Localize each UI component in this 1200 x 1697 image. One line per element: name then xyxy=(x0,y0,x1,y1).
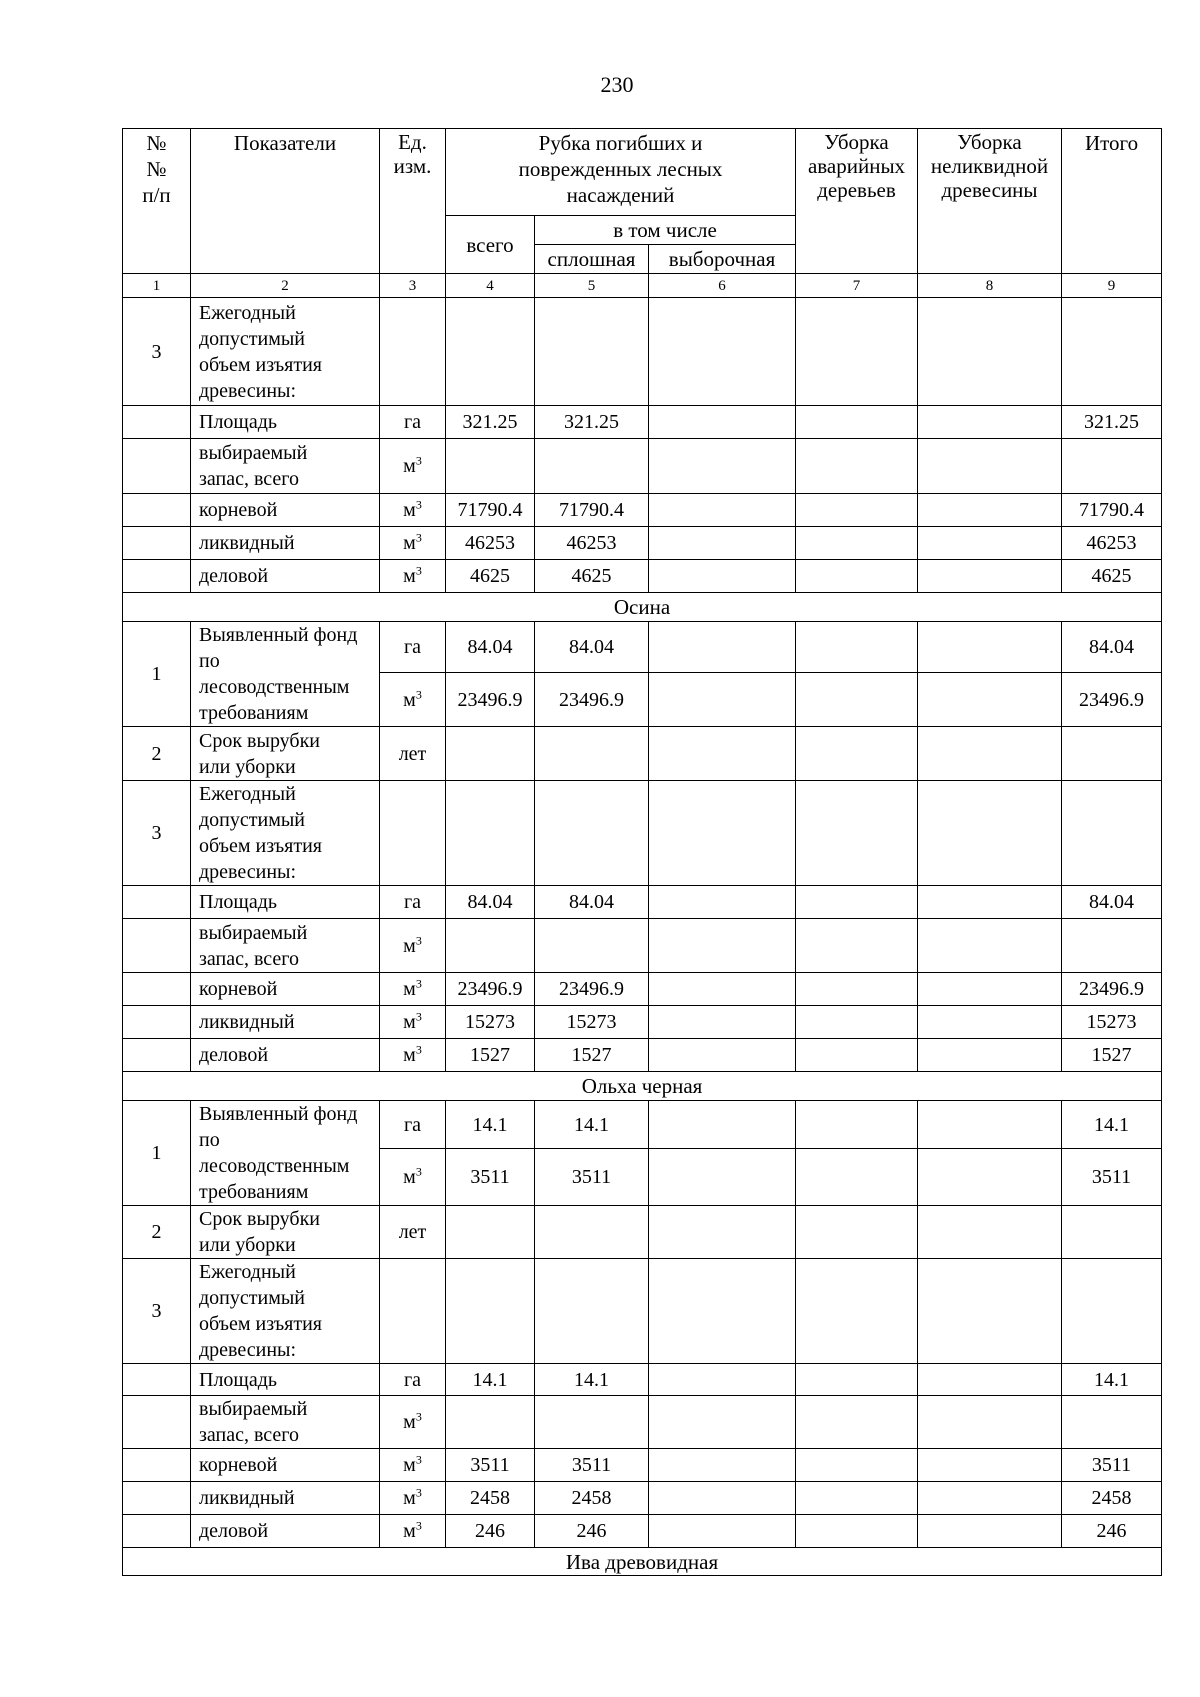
header-unit: Ед. изм. xyxy=(380,129,446,274)
table-row: 3 Ежегодный допустимый объем изъятия древесины: xyxy=(123,1259,1162,1364)
table-row: $м^3$ 23496.9 23496.9 23496.9 xyxy=(123,673,1162,727)
table-row: Площадь га 321.25 321.25 321.25 xyxy=(123,406,1162,439)
section-title: Осина xyxy=(123,593,1162,622)
header-clear: сплошная xyxy=(535,245,649,274)
table-row: $м^3$ 3511 3511 3511 xyxy=(123,1149,1162,1206)
table-row: 3 Ежегодный допустимый объем изъятия древесины: xyxy=(123,781,1162,886)
header-felling: Рубка погибших и поврежденных лесных насаждений xyxy=(446,129,796,216)
table-row: 1 Выявленный фонд по лесоводственным требованиям га 14.1 14.1 14.1 xyxy=(123,1101,1162,1149)
table-row: выбираемый запас, всего $м^3$ xyxy=(123,1396,1162,1449)
table-row: 3 Ежегодный допустимый объем изъятия древесины: xyxy=(123,298,1162,406)
table-row: Площадь га 14.1 14.1 14.1 xyxy=(123,1364,1162,1396)
table-row: 2 Срок вырубки или уборки лет xyxy=(123,1206,1162,1259)
table-row: деловой $м^3$ 1527 1527 1527 xyxy=(123,1039,1162,1072)
table-row: деловой $м^3$ 246 246 246 xyxy=(123,1515,1162,1548)
page-number: 230 xyxy=(600,72,634,97)
header-num: № № п/п xyxy=(123,129,191,274)
forest-felling-table xyxy=(122,128,1162,1576)
header-illiquid: Уборка неликвидной древесины xyxy=(918,129,1062,274)
table-row: ликвидный $м^3$ 46253 46253 46253 xyxy=(123,527,1162,560)
table-row: корневой $м^3$ 3511 3511 3511 xyxy=(123,1449,1162,1482)
header-selective: выборочная xyxy=(649,245,796,274)
column-numbers-row: 1 2 3 4 5 6 7 8 9 xyxy=(123,274,1162,298)
section-title: Ольха черная xyxy=(123,1072,1162,1101)
table-row: корневой $м^3$ 23496.9 23496.9 23496.9 xyxy=(123,973,1162,1006)
section-row xyxy=(123,1072,1162,1101)
table-row: выбираемый запас, всего $м^3$ xyxy=(123,919,1162,973)
header-emergency: Уборка аварийных деревьев xyxy=(796,129,918,274)
table-row: ликвидный $м^3$ 15273 15273 15273 xyxy=(123,1006,1162,1039)
section-title: Ива древовидная xyxy=(123,1548,1162,1576)
section-row xyxy=(123,593,1162,622)
table-row: деловой $м^3$ 4625 4625 4625 xyxy=(123,560,1162,593)
header-indicators: Показатели xyxy=(191,129,380,274)
table-row: корневой $м^3$ 71790.4 71790.4 71790.4 xyxy=(123,494,1162,527)
table-row: 1 Выявленный фонд по лесоводственным требованиям га 84.04 84.04 84.04 xyxy=(123,622,1162,673)
table-row: выбираемый запас, всего $м^3$ xyxy=(123,439,1162,494)
table-row: Площадь га 84.04 84.04 84.04 xyxy=(123,886,1162,919)
header-itogo: Итого xyxy=(1062,129,1162,274)
header-total-sub: всего xyxy=(446,216,535,274)
table-row: ликвидный $м^3$ 2458 2458 2458 xyxy=(123,1482,1162,1515)
section-row xyxy=(123,1548,1162,1576)
header-including: в том числе xyxy=(535,216,796,245)
table-row: 2 Срок вырубки или уборки лет xyxy=(123,727,1162,781)
